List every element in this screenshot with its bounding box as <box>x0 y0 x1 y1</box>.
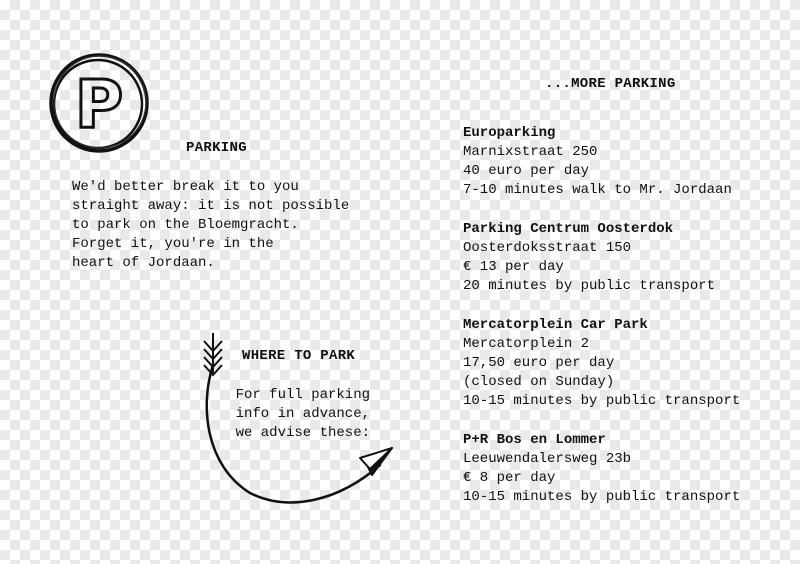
intro-line: straight away: it is not possible <box>72 198 350 214</box>
where-to-park-heading: WHERE TO PARK <box>242 348 356 364</box>
intro-line: to park on the Bloemgracht. <box>72 217 299 233</box>
list-item <box>463 220 740 296</box>
parking-detail: 17,50 euro per day <box>463 355 615 371</box>
intro-line: We'd better break it to you <box>72 179 299 195</box>
parking-name: Europarking <box>463 125 556 141</box>
parking-detail: Leeuwendalersweg 23b <box>463 451 632 467</box>
parking-detail: (closed on Sunday) <box>463 374 615 390</box>
parking-detail: € 8 per day <box>463 470 556 486</box>
where-line: For full parking <box>235 387 370 403</box>
parking-detail: 40 euro per day <box>463 163 590 179</box>
logo-letter: P <box>74 66 124 143</box>
parking-detail: 20 minutes by public transport <box>463 278 716 294</box>
parking-intro <box>72 178 349 273</box>
more-parking-heading: ...MORE PARKING <box>545 76 676 92</box>
list-item <box>463 431 740 507</box>
parking-p-icon <box>46 50 152 156</box>
list-item <box>463 316 740 411</box>
parking-detail: Mercatorplein 2 <box>463 336 590 352</box>
parking-detail: 7-10 minutes walk to Mr. Jordaan <box>463 182 732 198</box>
where-to-park-text <box>216 386 370 443</box>
intro-line: heart of Jordaan. <box>72 255 215 271</box>
parking-heading: PARKING <box>186 140 247 156</box>
parking-name: Parking Centrum Oosterdok <box>463 221 674 237</box>
list-item <box>463 124 740 200</box>
parking-list <box>463 124 740 527</box>
where-line: we advise these: <box>235 425 370 441</box>
parking-detail: Oosterdoksstraat 150 <box>463 240 632 256</box>
parking-detail: Marnixstraat 250 <box>463 144 598 160</box>
parking-detail: 10-15 minutes by public transport <box>463 393 741 409</box>
parking-detail: 10-15 minutes by public transport <box>463 489 741 505</box>
parking-name: P+R Bos en Lommer <box>463 432 606 448</box>
intro-line: Forget it, you're in the <box>72 236 274 252</box>
where-line: info in advance, <box>235 406 370 422</box>
parking-name: Mercatorplein Car Park <box>463 317 648 333</box>
parking-detail: € 13 per day <box>463 259 564 275</box>
